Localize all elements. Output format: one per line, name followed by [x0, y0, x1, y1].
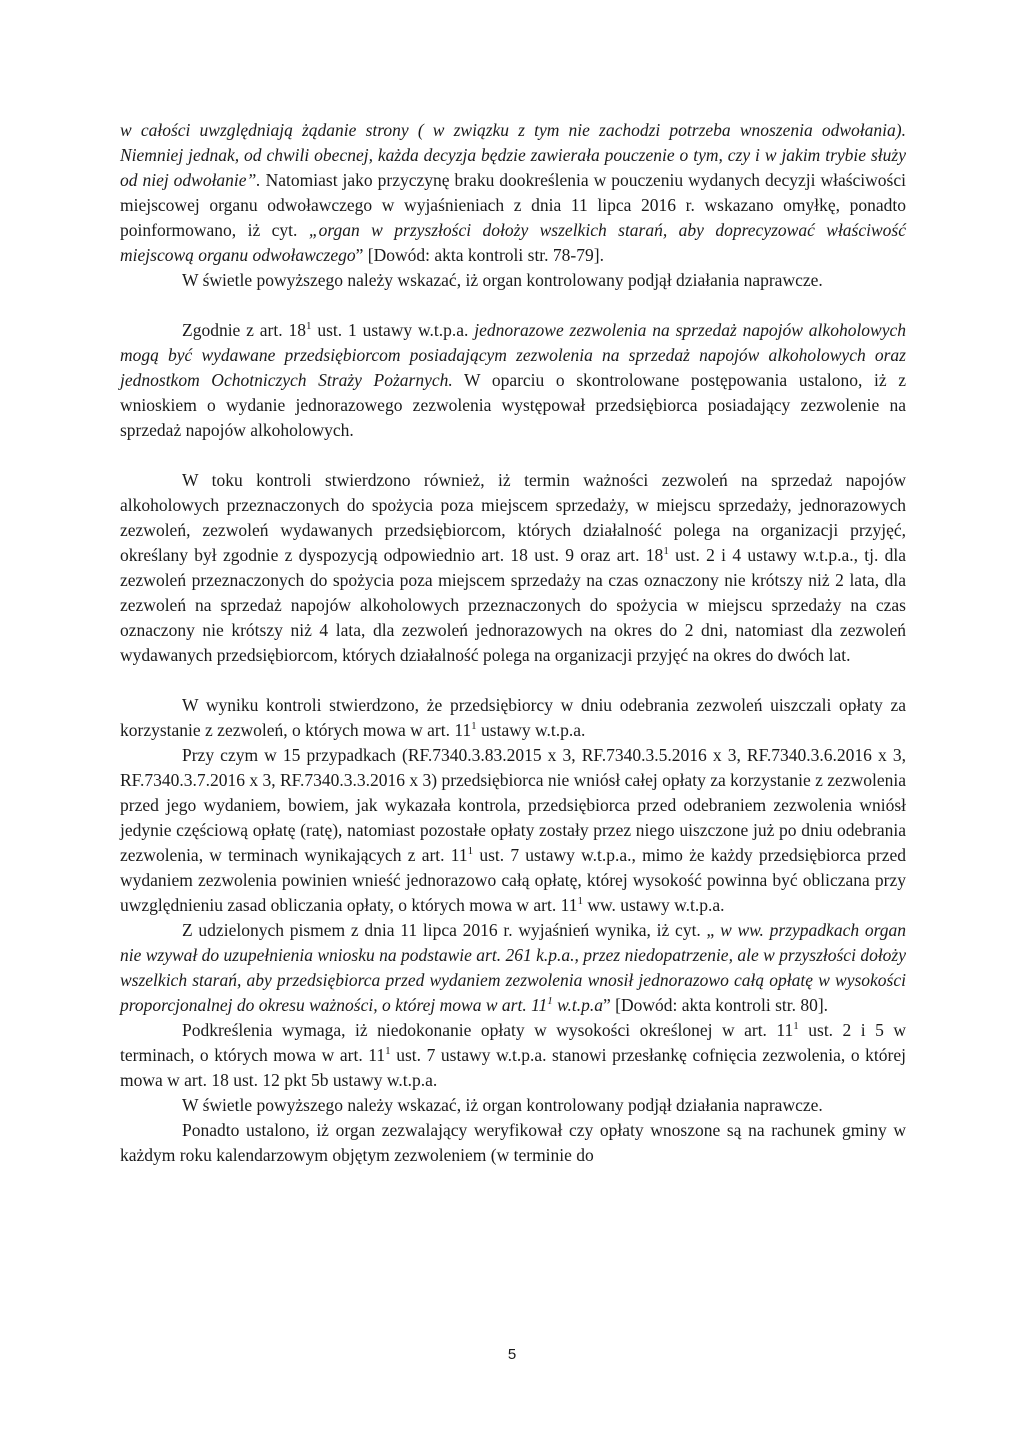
- superscript: 1: [385, 1045, 391, 1058]
- text: ” [Dowód: akta kontroli str. 78-79].: [355, 245, 604, 265]
- paragraph-7: [120, 918, 906, 1018]
- paragraph-4: [120, 468, 906, 668]
- paragraph-6: [120, 743, 906, 918]
- text: ust. 2 i 4 ustawy w.t.p.a., tj. dla zezwoleń przeznaczonych do spożycia poza miejscem sprzedaży na czas oznaczony nie krótszy niż 2 lata, dla zezwoleń na sprzedaż napojów alkoholowych przeznaczonych do spożycia w miejscu sprzedaży na czas oznaczony nie krótszy niż 4 lata, dla zezwoleń jednorazowych na okres do 2 dni, natomiast dla zezwoleń wydawanych przedsiębiorcom, których działalność polega na organizacji przyjęć na okres do dwóch lat.: [120, 545, 906, 665]
- document-body: [120, 118, 906, 1168]
- paragraph-9: W świetle powyższego należy wskazać, iż organ kontrolowany podjął działania naprawcze.: [182, 1095, 823, 1115]
- superscript: 1: [793, 1020, 799, 1033]
- paragraph-5: [120, 693, 906, 743]
- text: ustawy w.t.p.a.: [476, 720, 586, 740]
- paragraph-3: [120, 318, 906, 443]
- superscript: 1: [663, 545, 669, 558]
- text: ust. 1 ustawy w.t.p.a.: [311, 320, 475, 340]
- text: Z udzielonych pismem z dnia 11 lipca 2016 r. wyjaśnień wynika, iż cyt. „: [182, 920, 721, 940]
- quote-italic: w całości uwzględniają żądanie strony ( w związku z tym nie zachodzi potrzeba wnoszenia odwołania). Niemniej jednak, od chwili obecnej, każda decyzja będzie zawierała pouczenie o tym, czy i w jakim trybie służy od niej odwołanie”.: [120, 120, 906, 190]
- text: ” [Dowód: akta kontroli str. 80].: [603, 995, 829, 1015]
- superscript: 1: [305, 320, 312, 333]
- paragraph-10: Ponadto ustalono, iż organ zezwalający weryfikował czy opłaty wnoszone są na rachunek gminy w każdym roku kalendarzowym objętym zezwoleniem (w terminie do: [120, 1120, 906, 1165]
- text: W oparciu o skontrolowane postępowania ustalono, iż z wnioskiem o wydanie jednorazowego zezwolenia występował przedsiębiorca posiadający zezwolenie na sprzedaż napojów alkoholowych.: [120, 370, 906, 440]
- text: ust. 7 ustawy w.t.p.a., mimo że każdy przedsiębiorca przed wydaniem zezwolenia powinien wnieść jednorazowo całą opłatę, której wysokość powinna być obliczana przy uwzględnieniu zasad obliczania opłaty, o których mowa w art. 11: [120, 845, 906, 915]
- superscript: 1: [471, 720, 477, 733]
- paragraph-8: [120, 1018, 906, 1093]
- text: W toku kontroli stwierdzono również, iż termin ważności zezwoleń na sprzedaż napojów alkoholowych przeznaczonych do spożycia poza miejscem sprzedaży, w miejscu sprzedaży, jednorazowych zezwoleń, zezwoleń wydawanych przedsiębiorcom, których działalność polega na organizacji przyjęć, określany był zgodnie z dyspozycją odpowiednio art. 18 ust. 9 oraz art. 18: [120, 470, 906, 565]
- text: ust. 2 i 5 w terminach, o których mowa w art. 11: [120, 1020, 906, 1065]
- text: ust. 7 ustawy w.t.p.a. stanowi przesłankę cofnięcia zezwolenia, o której mowa w art. 18 ust. 12 pkt 5b ustawy w.t.p.a.: [120, 1045, 906, 1090]
- text: Podkreślenia wymaga, iż niedokonanie opłaty w wysokości określonej w art. 11: [182, 1020, 794, 1040]
- paragraph-1: [120, 118, 906, 268]
- page-number: 5: [507, 1346, 517, 1363]
- text: Natomiast jako przyczynę braku dookreślenia w pouczeniu wydanych decyzji właściwości miejscowej organu odwoławczego w wyjaśnieniach z dnia 11 lipca 2016 r. wskazano omyłkę, ponadto poinformowano, iż cyt.: [120, 170, 906, 240]
- quote-italic: w.t.p.a: [552, 995, 604, 1015]
- text: ww. ustawy w.t.p.a.: [582, 895, 725, 915]
- text: W wyniku kontroli stwierdzono, że przedsiębiorcy w dniu odebrania zezwoleń uiszczali opłaty za korzystanie z zezwoleń, o których mowa w art. 11: [120, 695, 906, 740]
- quote-italic: w ww. przypadkach organ nie wzywał do uzupełnienia wniosku na podstawie art. 261 k.p.a., przez niedopatrzenie, ale w przyszłości dołoży wszelkich starań, aby przedsiębiorca przed wydaniem zezwolenia wnosił jednorazowo całą opłatę w wysokości proporcjonalnej do okresu ważności, o której mowa w art. 11: [120, 920, 907, 1015]
- quote-italic: „organ w przyszłości dołoży wszelkich starań, aby doprecyzować właściwość miejscową organu odwoławczego: [120, 220, 906, 265]
- text: Przy czym w 15 przypadkach (RF.7340.3.83.2015 x 3, RF.7340.3.5.2016 x 3, RF.7340.3.6.2016 x 3, RF.7340.3.7.2016 x 3, RF.7340.3.3.2016 x 3) przedsiębiorca nie wniósł całej opłaty za korzystanie z zezwolenia przed jego wydaniem, bowiem, jak wykazała kontrola, przedsiębiorca przed odebraniem zezwolenia wniósł jedynie częściową opłatę (ratę), natomiast pozostałe opłaty zostały przez niego uiszczone już po dniu odebrania zezwolenia, w terminach wynikających z art. 11: [120, 745, 906, 865]
- quote-italic: jednorazowe zezwolenia na sprzedaż napojów alkoholowych mogą być wydawane przedsiębiorcom posiadającym zezwolenia na sprzedaż napojów alkoholowych oraz jednostkom Ochotniczych Straży Pożarnych.: [120, 320, 907, 390]
- text: Zgodnie z art. 18: [182, 320, 306, 340]
- superscript: 1: [577, 895, 583, 908]
- superscript: 1: [547, 995, 553, 1008]
- superscript: 1: [467, 845, 474, 858]
- paragraph-2: W świetle powyższego należy wskazać, iż organ kontrolowany podjął działania naprawcze.: [182, 270, 823, 290]
